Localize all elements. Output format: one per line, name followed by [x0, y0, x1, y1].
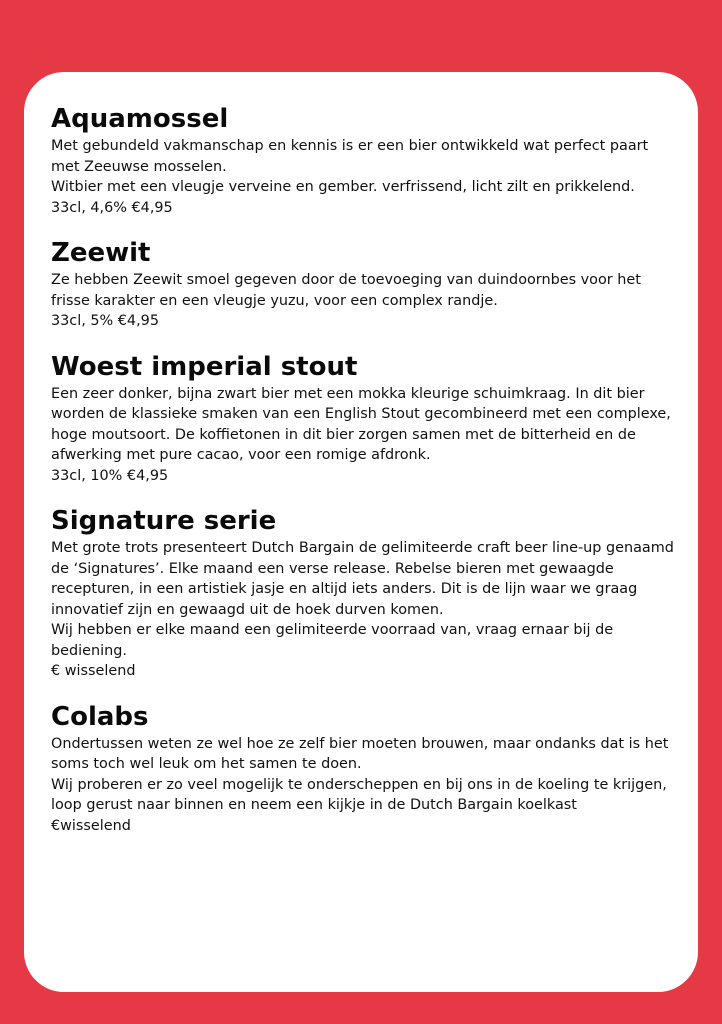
item-description: [51, 538, 674, 682]
item-description: [51, 270, 674, 332]
menu-item-woest-imperial-stout: [51, 350, 674, 487]
item-price: 33cl, 4,6% €4,95: [51, 199, 173, 216]
item-title: Zeewit: [51, 238, 151, 268]
item-description-line: Ondertussen weten ze wel hoe ze zelf bier moeten brouwen, maar ondanks dat is het soms toch wel leuk om het samen te doen.: [51, 735, 669, 772]
item-price: 33cl, 10% €4,95: [51, 467, 169, 484]
item-description-line: Ze hebben Zeewit smoel gegeven door de toevoeging van duindoornbes voor het frisse karakter en een vleugje yuzu, voor een complex randje.: [51, 272, 641, 309]
item-description-line: Wij proberen er zo veel mogelijk te onderscheppen en bij ons in de koeling te krijgen, loop gerust naar binnen en neem een kijkje in de Dutch Bargain koelkast: [51, 776, 667, 813]
item-price: 33cl, 5% €4,95: [51, 313, 159, 329]
item-title: Signature serie: [51, 506, 277, 536]
item-description: [51, 734, 674, 837]
menu-item-zeewit: [51, 236, 674, 332]
item-description: [51, 384, 674, 487]
item-description-line: Wij hebben er elke maand een gelimiteerde voorraad van, vraag ernaar bij de bediening.: [51, 622, 614, 659]
item-description-line: Met grote trots presenteert Dutch Bargain de gelimiteerde craft beer line-up genaamd de ‘Signatures’. Elke maand een verse release. Rebelse bieren met gewaagde recepturen, in een artistiek jasje en altijd iets anders. Dit is de lijn waar we graag innovatief zijn en gewaagd uit de hoek durven komen.: [51, 540, 674, 618]
item-price: €wisselend: [51, 817, 131, 834]
item-title: Colabs: [51, 701, 149, 732]
menu-item-aquamossel: [51, 102, 674, 218]
item-price: € wisselend: [51, 663, 136, 679]
menu-card: [24, 72, 698, 992]
item-description-line: Een zeer donker, bijna zwart bier met een mokka kleurige schuimkraag. In dit bier worden de klassieke smaken van een English Stout gecombineerd met een complexe, hoge moutsoort. De koffietonen in dit bier zorgen samen met de bitterheid en de afwerking met pure cacao, voor een romige afdronk.: [51, 385, 671, 463]
menu-item-colabs: [51, 700, 674, 837]
menu-item-signature-serie: [51, 504, 674, 682]
item-description: [51, 136, 674, 218]
item-description-line: Witbier met een vleugje verveine en gember. verfrissend, licht zilt en prikkelend.: [51, 179, 635, 195]
item-title: Woest imperial stout: [51, 351, 358, 382]
item-title: Aquamossel: [51, 104, 229, 134]
item-description-line: Met gebundeld vakmanschap en kennis is er een bier ontwikkeld wat perfect paart met Zeeuwse mosselen.: [51, 138, 649, 175]
